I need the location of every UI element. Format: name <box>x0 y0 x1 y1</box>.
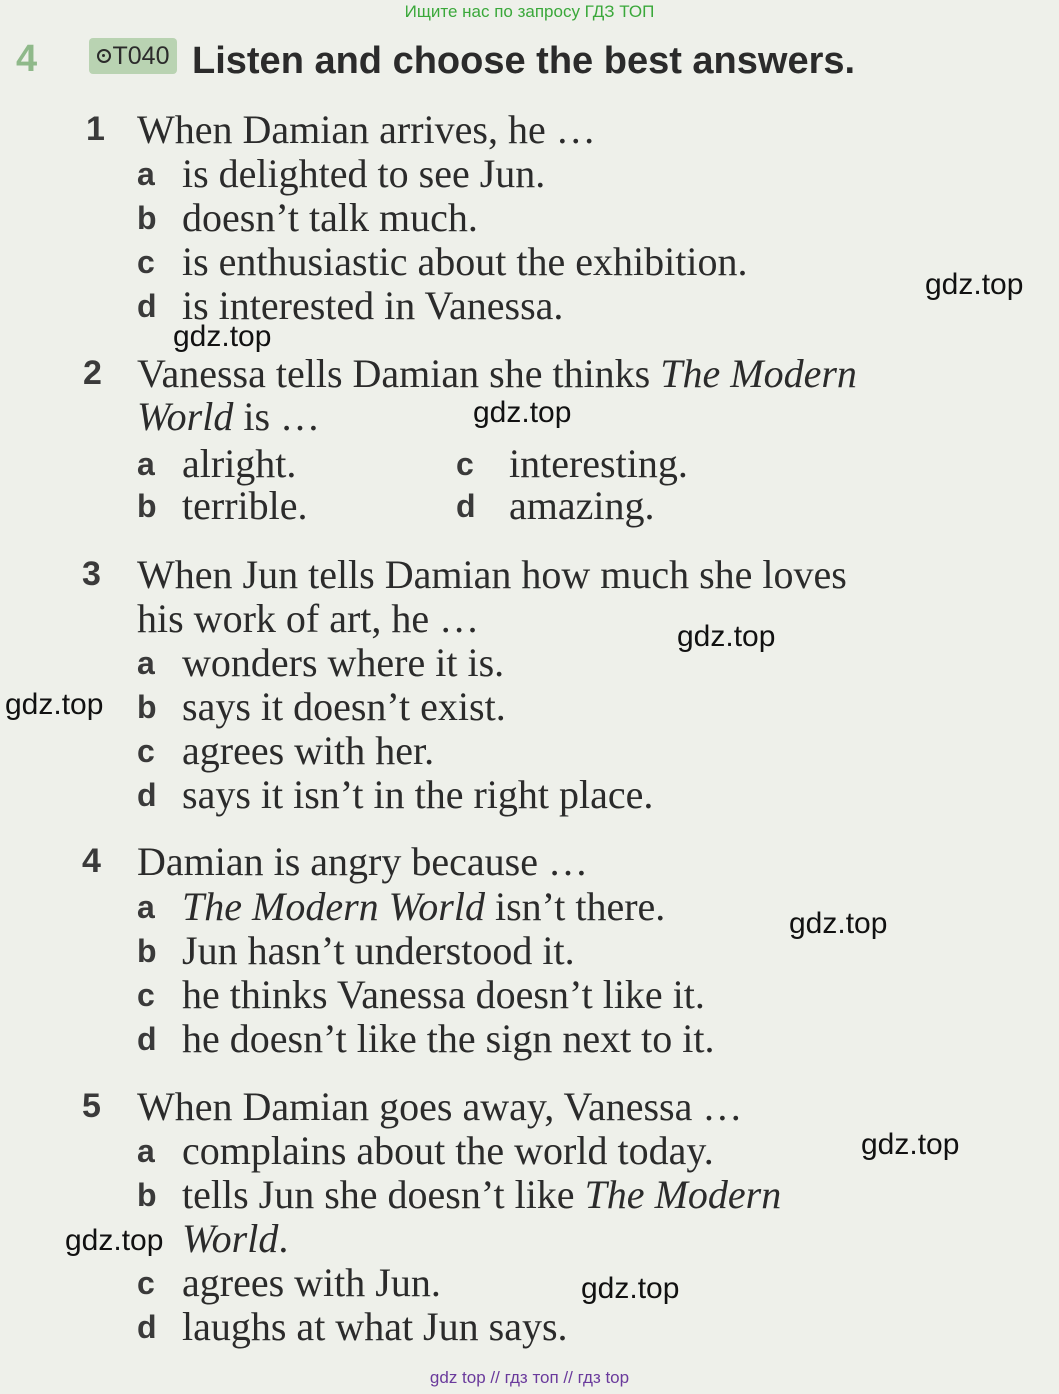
artwork-title: World <box>137 394 234 439</box>
option-text <box>182 1171 781 1218</box>
question-stem-cont <box>137 393 320 440</box>
watermark: gdz.top <box>65 1224 164 1257</box>
option-text: terrible. <box>182 483 308 528</box>
option-text: is interested in Vanessa. <box>182 283 564 328</box>
question-stem <box>137 350 857 397</box>
option-text: wonders where it is. <box>182 640 505 685</box>
option-text <box>182 883 665 930</box>
option-text: agrees with her. <box>182 728 435 773</box>
exercise-instruction: Listen and choose the best answers. <box>192 40 856 82</box>
stem-text: Vanessa tells Damian she thinks <box>137 351 661 396</box>
option-letter: d <box>137 1309 157 1345</box>
option-letter: b <box>137 689 157 725</box>
watermark: gdz.top <box>581 1272 680 1305</box>
option-text: agrees with Jun. <box>182 1260 441 1305</box>
watermark: gdz.top <box>925 268 1024 301</box>
question-number: 4 <box>82 842 101 880</box>
question-stem: When Damian arrives, he … <box>137 107 596 152</box>
option-letter: a <box>137 889 155 925</box>
watermark: gdz.top <box>173 320 272 353</box>
artwork-title: World <box>182 1216 279 1261</box>
question-stem: When Damian goes away, Vanessa … <box>137 1084 743 1129</box>
option-text-part: isn’t there. <box>484 884 666 929</box>
option-text: laughs at what Jun says. <box>182 1304 568 1349</box>
option-text: complains about the world today. <box>182 1128 714 1173</box>
bottom-banner: gdz top // гдз топ // гдз top <box>429 1368 630 1387</box>
option-text: he thinks Vanessa doesn’t like it. <box>182 972 705 1017</box>
watermark: gdz.top <box>473 396 572 429</box>
question-stem: When Jun tells Damian how much she loves <box>137 552 847 597</box>
artwork-title: The Modern World <box>182 884 485 929</box>
option-letter: d <box>137 1021 157 1057</box>
option-text: is delighted to see Jun. <box>182 151 546 196</box>
option-letter: b <box>137 1177 157 1213</box>
option-letter: c <box>137 1265 155 1301</box>
question-number: 3 <box>82 555 101 593</box>
stem-text: is … <box>233 394 321 439</box>
option-letter: b <box>137 933 157 969</box>
option-letter: b <box>137 200 157 236</box>
option-letter: c <box>137 733 155 769</box>
audio-cd-icon <box>97 49 111 63</box>
option-text: alright. <box>182 441 297 486</box>
question-stem: Damian is angry because … <box>137 839 588 884</box>
audio-track-badge <box>89 38 177 74</box>
track-label: T040 <box>112 41 170 70</box>
option-text-cont <box>182 1215 288 1262</box>
artwork-title: The Modern <box>584 1172 782 1217</box>
option-text: he doesn’t like the sign next to it. <box>182 1016 715 1061</box>
option-letter: a <box>137 156 155 192</box>
top-banner: Ищите нас по запросу ГДЗ ТОП <box>404 2 655 21</box>
option-text: says it isn’t in the right place. <box>182 772 654 817</box>
watermark: gdz.top <box>861 1128 960 1161</box>
option-letter: c <box>137 977 155 1013</box>
artwork-title: The Modern <box>660 351 857 396</box>
option-text: interesting. <box>509 441 688 486</box>
option-letter: d <box>137 288 157 324</box>
option-text: Jun hasn’t understood it. <box>182 928 575 973</box>
watermark: gdz.top <box>677 620 776 653</box>
option-letter: b <box>137 488 157 524</box>
option-letter: c <box>456 446 474 482</box>
option-letter: a <box>137 645 155 681</box>
option-letter: a <box>137 1133 155 1169</box>
option-letter: a <box>137 446 155 482</box>
watermark: gdz.top <box>789 907 888 940</box>
exercise-number: 4 <box>16 38 38 80</box>
option-text-part: . <box>278 1216 289 1261</box>
question-number: 2 <box>83 354 102 392</box>
option-letter: c <box>137 244 155 280</box>
question-stem-cont: his work of art, he … <box>137 596 480 641</box>
watermark: gdz.top <box>5 688 104 721</box>
option-text: is enthusiastic about the exhibition. <box>182 239 748 284</box>
option-text-part: tells Jun she doesn’t like <box>182 1172 585 1217</box>
option-text: amazing. <box>509 483 655 528</box>
option-letter: d <box>456 488 476 524</box>
option-text: says it doesn’t exist. <box>182 684 506 729</box>
option-text: doesn’t talk much. <box>182 195 478 240</box>
question-number: 1 <box>86 110 105 148</box>
option-letter: d <box>137 777 157 813</box>
question-number: 5 <box>82 1087 101 1125</box>
